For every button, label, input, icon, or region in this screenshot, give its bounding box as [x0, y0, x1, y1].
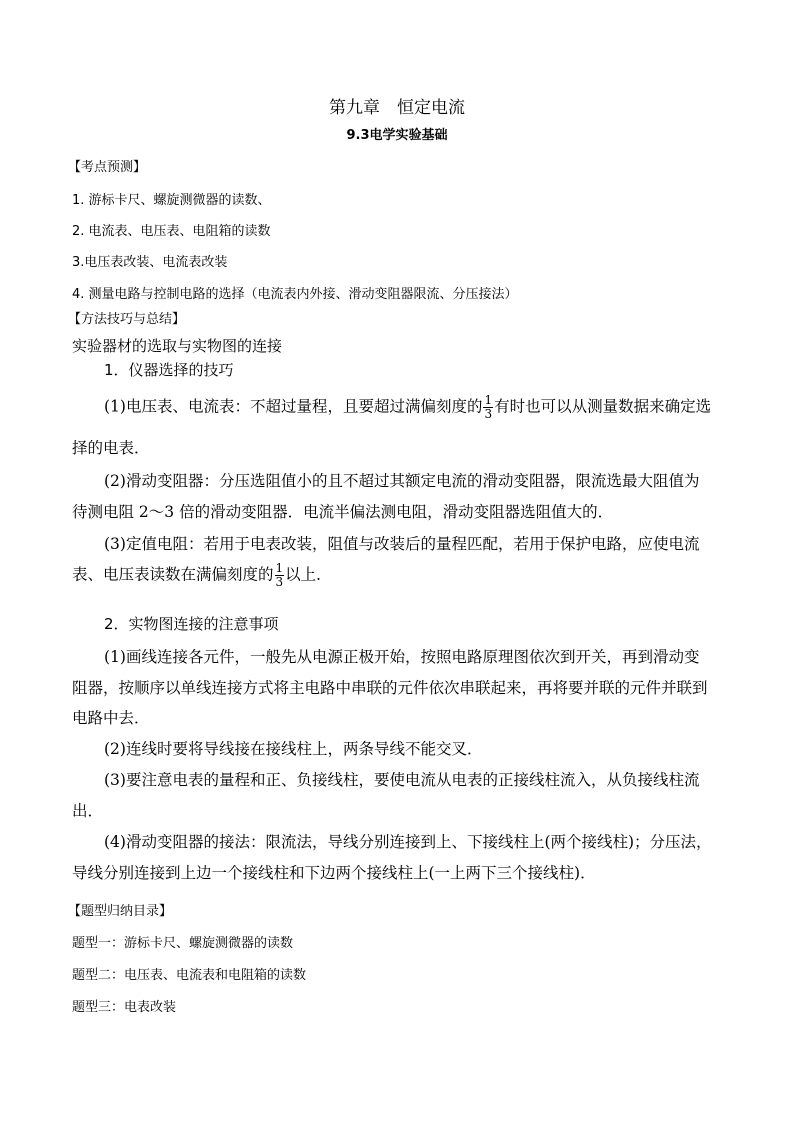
kaodian-heading: 【考点预测】	[68, 160, 147, 175]
kaodian-item-3: 3.电压表改装、电流表改装	[72, 255, 228, 270]
item-4-line-1: (4)滑动变阻器的接法：限流法，导线分别连接到上、下接线柱上(两个接线柱)；分压法，	[104, 833, 712, 851]
paragraph-2-line-2: 待测电阻 2～3 倍的滑动变阻器．电流半偏法测电阻，滑动变阻器选阻值大的．	[72, 503, 614, 521]
paragraph-3-line-2	[72, 562, 332, 589]
paragraph-3-line-1: (3)定值电阻：若用于电表改装，阻值与改装后的量程匹配，若用于保护电路，应使电流	[104, 535, 700, 553]
tixing-item-1: 题型一：游标卡尺、螺旋测微器的读数	[72, 936, 294, 951]
fangfa-heading: 【方法技巧与总结】	[68, 312, 186, 327]
kaodian-item-1: 1. 游标卡尺、螺旋测微器的读数、	[72, 193, 271, 208]
tixing-item-2: 题型二：电压表、电流表和电阻箱的读数	[72, 968, 307, 983]
kaodian-item-2: 2. 电流表、电压表、电阻箱的读数	[72, 224, 271, 239]
item-2-line-1: (2)连线时要将导线接在接线柱上，两条导线不能交叉．	[104, 740, 483, 758]
item-3-line-1: (3)要注意电表的量程和正、负接线柱，要使电流从电表的正接线柱流入，从负接线柱流	[104, 771, 700, 789]
item-3-line-2: 出．	[72, 802, 104, 820]
paragraph-2-line-1: (2)滑动变阻器：分压选阻值小的且不超过其额定电流的滑动变阻器，限流选最大阻值为	[104, 472, 700, 490]
paragraph-1-line-1	[104, 394, 711, 421]
item-1-line-2: 阻器，按顺序以单线连接方式将主电路中串联的元件依次串联起来，再将要并联的元件并联到	[72, 679, 708, 697]
fangfa-subtitle: 实验器材的选取与实物图的连接	[72, 337, 283, 355]
fraction-denominator: 3	[484, 407, 493, 421]
fraction-denominator: 3	[275, 575, 284, 589]
chapter-title: 第九章 恒定电流	[329, 98, 465, 118]
part2-title: 2．实物图连接的注意事项	[104, 615, 279, 633]
item-1-line-3: 电路中去．	[72, 709, 150, 727]
tixing-item-3: 题型三：电表改装	[72, 1000, 177, 1015]
paragraph-1-text-b: 有时也可以从测量数据来确定选	[494, 397, 712, 416]
fraction-one-third	[483, 394, 493, 421]
paragraph-1-text-a: (1)电压表、电流表：不超过量程，且要超过满偏刻度的	[104, 397, 483, 416]
kaodian-item-4: 4. 测量电路与控制电路的选择（电流表内外接、滑动变阻器限流、分压接法）	[72, 287, 518, 302]
fraction-one-third	[275, 562, 285, 589]
item-4-line-2: 导线分别连接到上边一个接线柱和下边两个接线柱上(一上两下三个接线柱)．	[72, 864, 596, 882]
paragraph-3-text-b: 以上．	[285, 565, 332, 584]
fraction-numerator: 1	[275, 561, 284, 575]
fraction-numerator: 1	[484, 393, 493, 407]
part1-title: 1．仪器选择的技巧	[104, 361, 234, 379]
tixing-heading: 【题型归纳目录】	[68, 904, 173, 919]
paragraph-1-line-2: 择的电表．	[72, 439, 150, 457]
paragraph-3-text-a: 表、电压表读数在满偏刻度的	[72, 565, 274, 584]
item-1-line-1: (1)画线连接各元件，一般先从电源正极开始，按照电路原理图依次到开关，再到滑动变	[104, 648, 700, 666]
section-title: 9.3电学实验基础	[346, 128, 448, 143]
